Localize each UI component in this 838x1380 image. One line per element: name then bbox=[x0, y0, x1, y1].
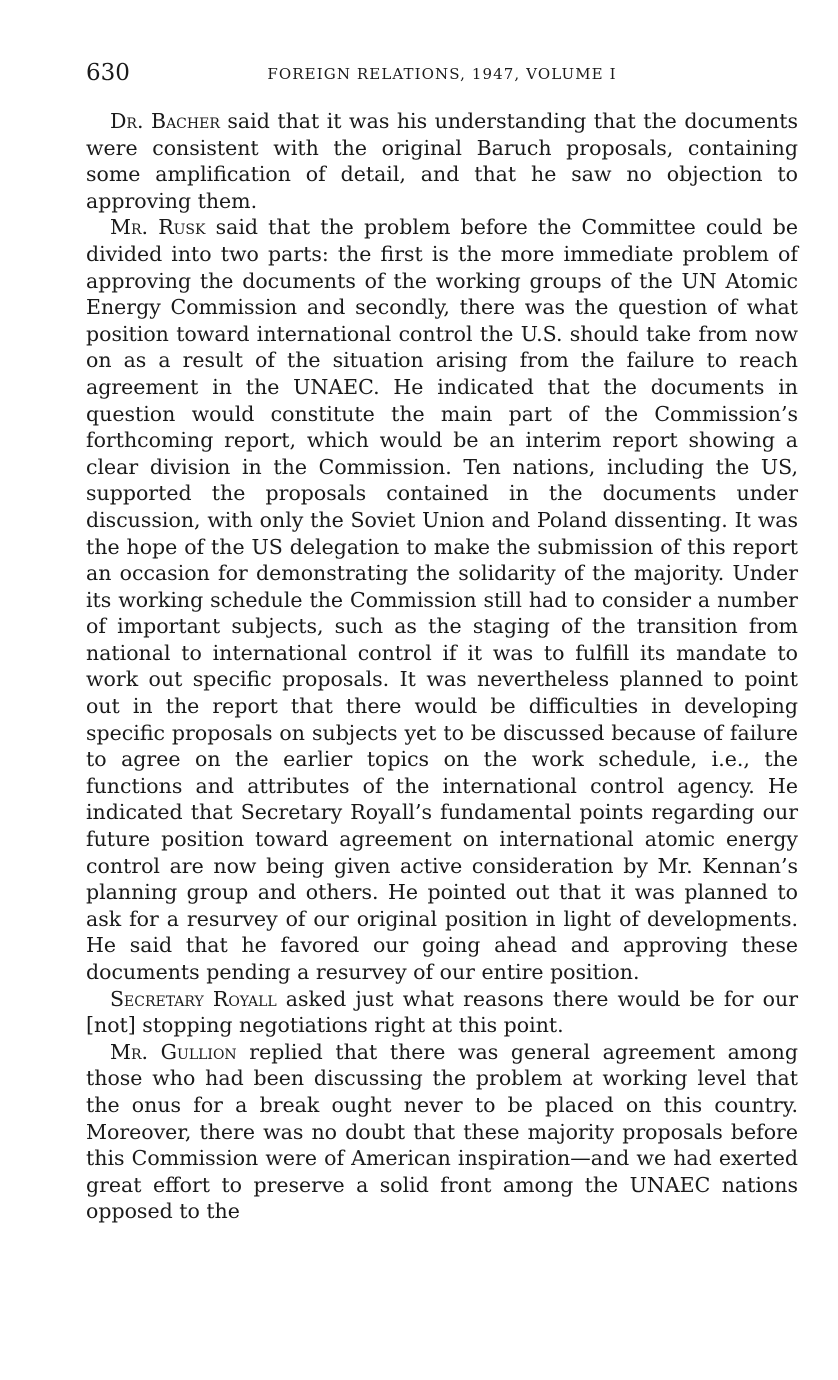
paragraph-text: asked just what reasons there would be for our [not] stopping negotiations right at this point. bbox=[86, 986, 799, 1038]
paragraph-text: said that the problem before the Committee could be divided into two parts: the first is the more immediate problem of approving the documents of the working groups of the UN Atomic Energy Commission and secondly, there was the question of what position toward international control the U.S. should take from now on as a result of the situation arising from the failure to reach agreement in the UNAEC. He indicated that the documents in question would constitute the main part of the Commission’s forthcoming report, which would be an interim report showing a clear division in the Commission. Ten nations, including the US, supported the proposals contained in the documents under discussion, with only the Soviet Union and Poland dissenting. It was the hope of the US delegation to make the submission of this report an occasion for demonstrating the solidarity of the majority. Under its working schedule the Commission still had to consider a number of important subjects, such as the staging of the transition from national to international control if it was to fulfill its mandate to work out specific proposals. It was nevertheless planned to point out in the report that there would be difficulties in developing specific proposals on subjects yet to be discussed because of failure to agree on the earlier topics on the work schedule, i.e., the functions and attributes of the international control agency. He indicated that Secretary Royall’s fundamental points regarding our future position toward agreement on international atomic energy control are now being given active consideration by Mr. Kennan’s planning group and others. He pointed out that it was planned to ask for a resurvey of our original position in light of developments. He said that he favored our going ahead and approving these documents pending a resurvey of our entire position. bbox=[86, 215, 799, 984]
speaker-name: Dr. Bacher bbox=[110, 109, 220, 133]
running-head: FOREIGN RELATIONS, 1947, VOLUME I bbox=[267, 65, 617, 83]
paragraph-text: said that it was his understanding that the documents were consistent with the original Baruch proposals, containing some amplification of detail, and that he saw no objection to approving them. bbox=[86, 109, 798, 213]
speaker-name: Mr. Rusk bbox=[110, 215, 206, 240]
speaker-name: Secretary Royall bbox=[110, 986, 277, 1011]
speaker-name: Mr. Gullion bbox=[110, 1039, 237, 1064]
paragraph bbox=[86, 986, 798, 1039]
paragraph bbox=[86, 108, 798, 214]
page-number: 630 bbox=[86, 60, 130, 86]
page-header bbox=[86, 58, 798, 94]
paragraph bbox=[86, 1039, 798, 1225]
paragraph-text: replied that there was general agreement among those who had been discussing the problem at working level that the onus for a break ought never to be placed on this country. Moreover, there was no doubt that these majority proposals before this Commission were of American inspiration—and we had exerted great effort to preserve a solid front among the UNAEC nations opposed to the bbox=[86, 1039, 798, 1224]
body-text bbox=[86, 108, 798, 1225]
paragraph bbox=[86, 214, 798, 985]
